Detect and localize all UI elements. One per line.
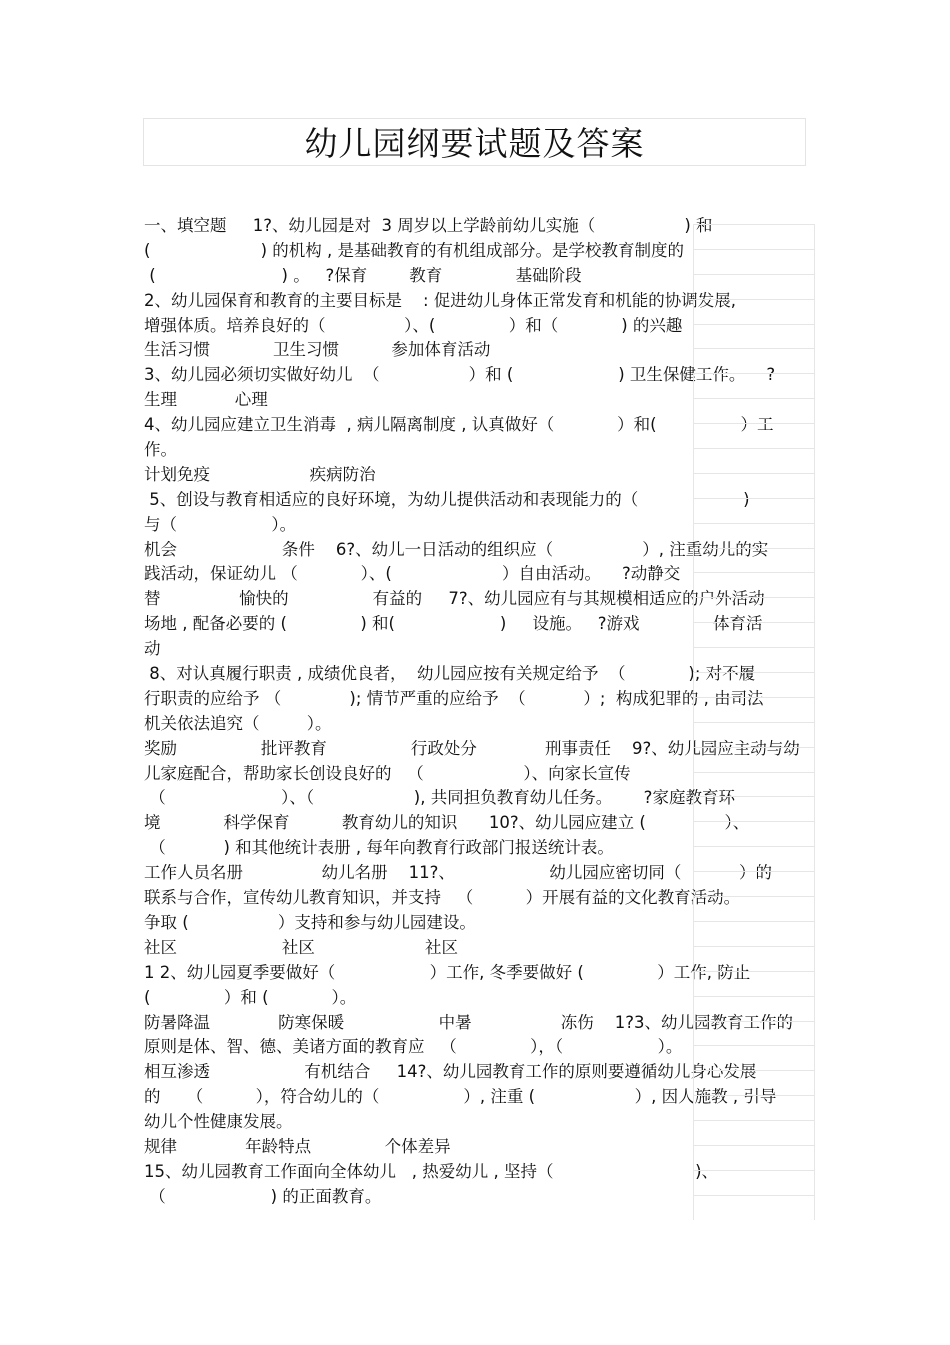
document-body — [144, 214, 809, 1210]
text-line: 规律 年龄特点 个体差异 — [144, 1135, 809, 1160]
text-line: 的 （ ），符合幼儿的（ ）, 注重 ( ）, 因人施教 , 引导 — [144, 1085, 809, 1110]
text-line: 增强体质。培养良好的（ ）、( ）和（ ) 的兴趣 — [144, 314, 809, 339]
text-line: 5、创设与教育相适应的良好环境，为幼儿提供活动和表现能力的（ ) — [144, 488, 809, 513]
text-line: ( ）和 ( ）。 — [144, 986, 809, 1011]
text-line: 联系与合作，宣传幼儿教育知识，并支持 （ ）开展有益的文化教育活动。 — [144, 886, 809, 911]
text-line: 替 愉快的 有益的 7?、幼儿园应有与其规模相适应的户外活动 — [144, 587, 809, 612]
text-line: 奖励 批评教育 行政处分 刑事责任 9?、幼儿园应主动与幼 — [144, 737, 809, 762]
text-line: （ ）、（ ), 共同担负教育幼儿任务。 ?家庭教育环 — [144, 786, 809, 811]
text-line: 8、对认真履行职责 , 成绩优良者， 幼儿园应按有关规定给予 （ ); 对不履 — [144, 662, 809, 687]
text-line: 社区 社区 社区 — [144, 936, 809, 961]
text-line: 生活习惯 卫生习惯 参加体育活动 — [144, 338, 809, 363]
text-line: 与（ ）。 — [144, 513, 809, 538]
text-line: 作。 — [144, 438, 809, 463]
text-line: 计划免疫 疾病防治 — [144, 463, 809, 488]
text-line: 机会 条件 6?、幼儿一日活动的组织应（ ）, 注重幼儿的实 — [144, 538, 809, 563]
text-line: 动 — [144, 637, 809, 662]
text-line: 践活动，保证幼儿 （ ）、( ）自由活动。 ?动静交 — [144, 562, 809, 587]
text-line: 相互渗透 有机结合 14?、幼儿园教育工作的原则要遵循幼儿身心发展 — [144, 1060, 809, 1085]
text-line: 原则是体、智、德、美诸方面的教育应 （ ），（ ）。 — [144, 1035, 809, 1060]
text-line: （ ) 的正面教育。 — [144, 1185, 809, 1210]
text-line: 工作人员名册 幼儿名册 11?、 幼儿园应密切同（ ）的 — [144, 861, 809, 886]
text-line: 行职责的应给予 （ ); 情节严重的应给予 （ ）; 构成犯罪的 , 由司法 — [144, 687, 809, 712]
document-title: 幼儿园纲要试题及答案 — [304, 124, 645, 163]
text-line: 15、幼儿园教育工作面向全体幼儿 , 热爱幼儿 , 坚持（ )、 — [144, 1160, 809, 1185]
text-line: 2、幼儿园保育和教育的主要目标是 : 促进幼儿身体正常发育和机能的协调发展, — [144, 289, 809, 314]
text-line: 境 科学保育 教育幼儿的知识 10?、幼儿园应建立 ( ）、 — [144, 811, 809, 836]
text-line: 儿家庭配合，帮助家长创设良好的 （ ）、向家长宣传 — [144, 762, 809, 787]
text-line: 生理 心理 — [144, 388, 809, 413]
text-line: 3、幼儿园必须切实做好幼儿 （ ）和 ( ) 卫生保健工作。 ? — [144, 363, 809, 388]
text-line: 争取 ( ）支持和参与幼儿园建设。 — [144, 911, 809, 936]
text-line: 幼儿个性健康发展。 — [144, 1110, 809, 1135]
text-line: ( ) 。 ?保育 教育 基础阶段 — [144, 264, 809, 289]
text-line: 防暑降温 防寒保暖 中暑 冻伤 1?3、幼儿园教育工作的 — [144, 1011, 809, 1036]
text-line: 机关依法追究（ ）。 — [144, 712, 809, 737]
text-line: 一、填空题 1?、幼儿园是对 3 周岁以上学龄前幼儿实施（ ) 和 — [144, 214, 809, 239]
text-line: （ ) 和其他统计表册 , 每年向教育行政部门报送统计表。 — [144, 836, 809, 861]
text-line: 场地 , 配备必要的 ( ) 和( ) 设施。 ?游戏 体育活 — [144, 612, 809, 637]
text-line: 1 2、幼儿园夏季要做好（ ）工作, 冬季要做好 ( ）工作, 防止 — [144, 961, 809, 986]
text-line: 4、幼儿园应建立卫生消毒 , 病儿隔离制度 , 认真做好（ ）和( ）工 — [144, 413, 809, 438]
text-line: ( ) 的机构 , 是基础教育的有机组成部分。是学校教育制度的 — [144, 239, 809, 264]
